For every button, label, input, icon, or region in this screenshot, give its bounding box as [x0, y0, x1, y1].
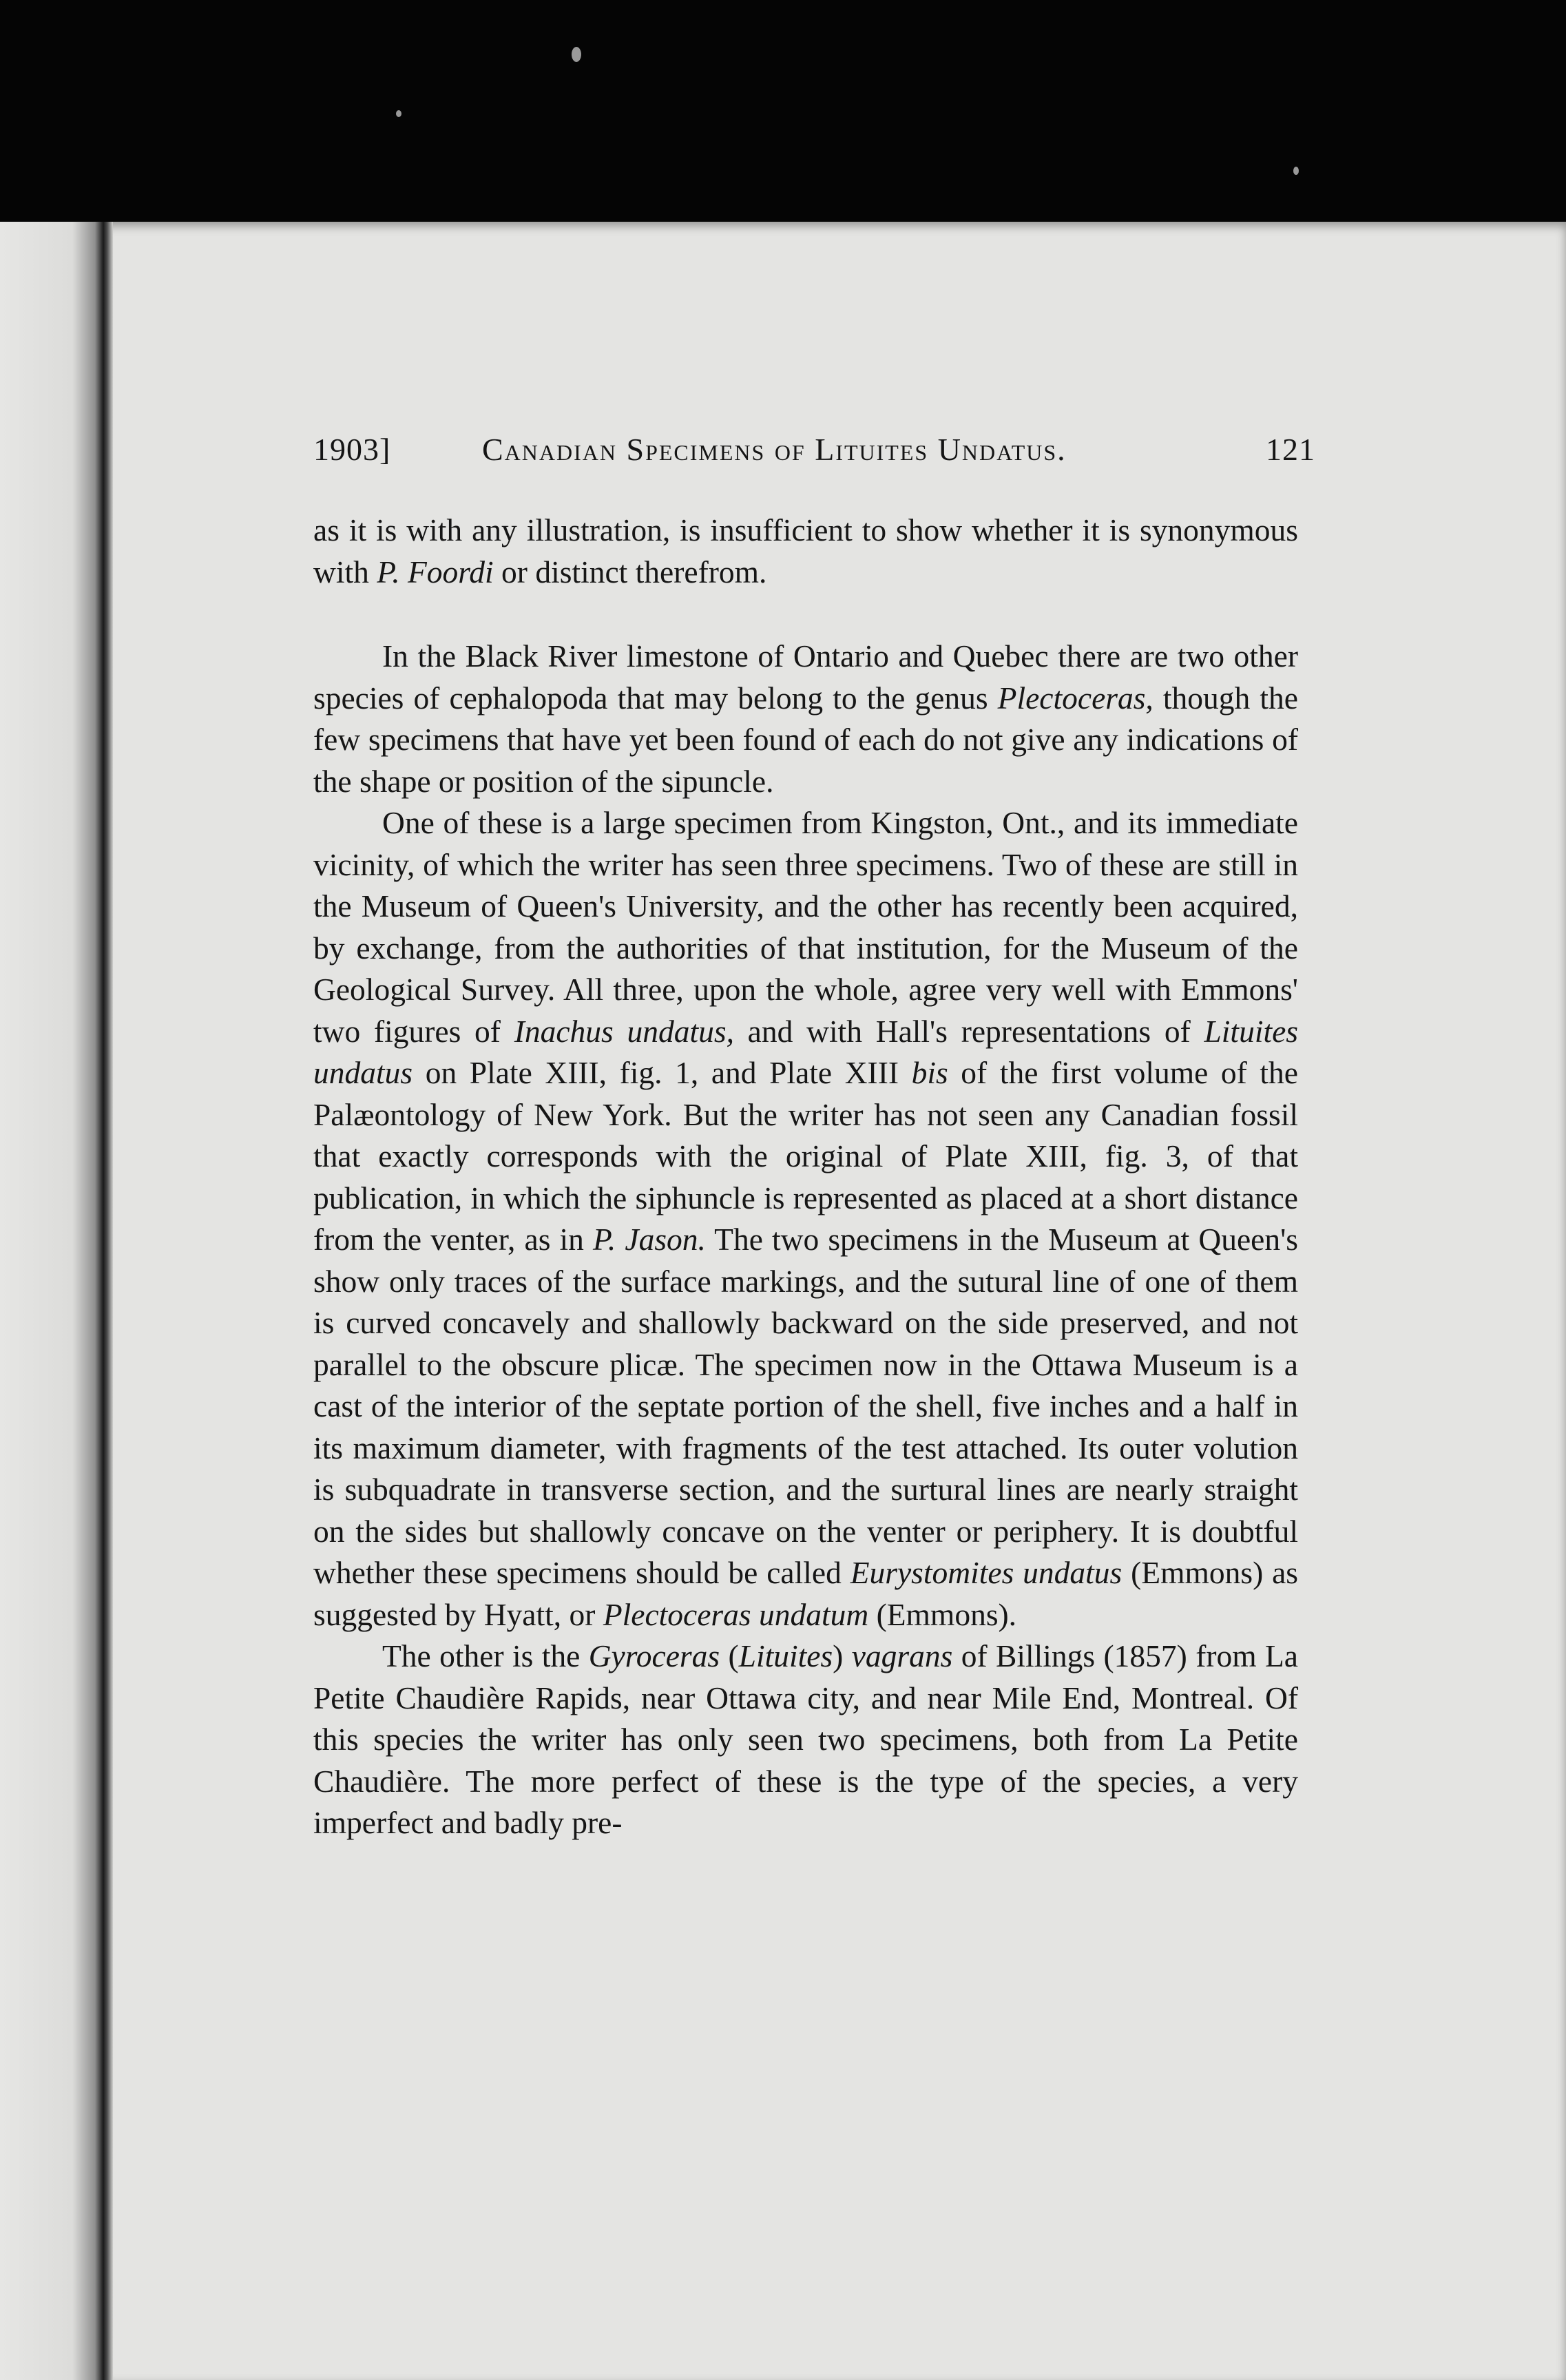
italic-text: bis: [911, 1055, 948, 1090]
text-run: (Emmons).: [868, 1596, 1017, 1632]
text-run: (: [720, 1638, 739, 1673]
italic-text: Plectoceras,: [997, 680, 1153, 716]
text-run: as it is with any illustration, is insufficient to show whether it is synonymous with: [313, 512, 1298, 589]
text-run: One of these is a large specimen from Kingston, Ont., and its immediate vicinity, of which the writer has seen three specimens. Two of these are still in the Museum of Queen's University, and the other has recently been acquired, by exchange, from the authorities of that institution, for the Museum of the Geological Survey. All three, upon the whole, agree very well with Emmons' two figures of: [313, 805, 1298, 1049]
running-head: [313, 431, 1315, 479]
text-run: and with Hall's representations of: [733, 1013, 1204, 1049]
text-run: The two specimens in the Museum at Queen's show only traces of the surface markings, and the sutural line of one of them is curved concavely and shallowly backward on the side preserved, and not parallel to the obscure plicæ. The specimen now in the Ottawa Museum is a cast of the interior of the septate portion of the shell, five inches and a half in its maximum diameter, with fragments of the test attached. Its outer volution is subquadrate in transverse section, and the surtural lines are nearly straight on the sides but shallowly concave on the venter or periphery. It is doubtful whether these specimens should be called: [313, 1222, 1298, 1590]
text-run: The other is the: [382, 1638, 589, 1673]
header-title: Canadian Specimens of Lituites Undatus.: [482, 432, 1067, 467]
text-run: of Billings (1857) from La Petite Chaudière Rapids, near Ottawa city, and near Mile End, Montreal. Of this species the writer has only seen two specimens, both from La Petite Chaudière. The more perfect of these is the type of the species, a very imperfect and badly pre-: [313, 1638, 1299, 1840]
paragraph-black-river: [313, 636, 1298, 802]
text-run: though the few specimens that have yet been found of each do not give any indications of the shape or position of the sipuncle.: [313, 680, 1298, 799]
italic-text: Inachus undatus,: [514, 1013, 734, 1049]
header-year: 1903]: [313, 432, 391, 467]
italic-text: vagrans: [851, 1638, 953, 1673]
text-run: of the first volume of the Palæontology of New York. But the writer has not seen any Canadian fossil that exactly corresponds with the original of Plate XIII, fig. 3, of that publication, in which the siphuncle is represented as placed at a short distance from the venter, as in: [313, 1055, 1298, 1257]
italic-text: P. Foordi: [377, 554, 494, 589]
italic-text: Plectoceras undatum: [603, 1596, 869, 1632]
film-speck: [572, 47, 581, 62]
page-number: 121: [1266, 432, 1315, 467]
text-run: or distinct therefrom.: [493, 554, 767, 589]
text-run: In the Black River limestone of Ontario and Quebec there are two other species of cephalopoda that may belong to the genus: [313, 638, 1298, 716]
film-speck: [396, 110, 401, 117]
paragraph-continuation: [313, 510, 1298, 593]
italic-text: Lituites undatus: [313, 1013, 1299, 1090]
text-run: on Plate XIII, fig. 1, and Plate XIII: [413, 1055, 912, 1090]
italic-text: Gyroceras: [588, 1638, 720, 1673]
text-run: ): [833, 1638, 852, 1673]
italic-text: P. Jason.: [592, 1222, 706, 1257]
italic-text: Eurystomites undatus: [850, 1555, 1123, 1590]
text-run: (Emmons) as suggested by Hyatt, or: [313, 1555, 1298, 1632]
paragraph-kingston: [313, 802, 1298, 1636]
paragraph-gyroceras: [313, 1636, 1298, 1844]
italic-text: Lituites: [738, 1638, 833, 1673]
body-text: [313, 510, 1298, 1844]
film-speck: [1293, 167, 1299, 175]
book-spine-edge: [0, 222, 103, 2380]
